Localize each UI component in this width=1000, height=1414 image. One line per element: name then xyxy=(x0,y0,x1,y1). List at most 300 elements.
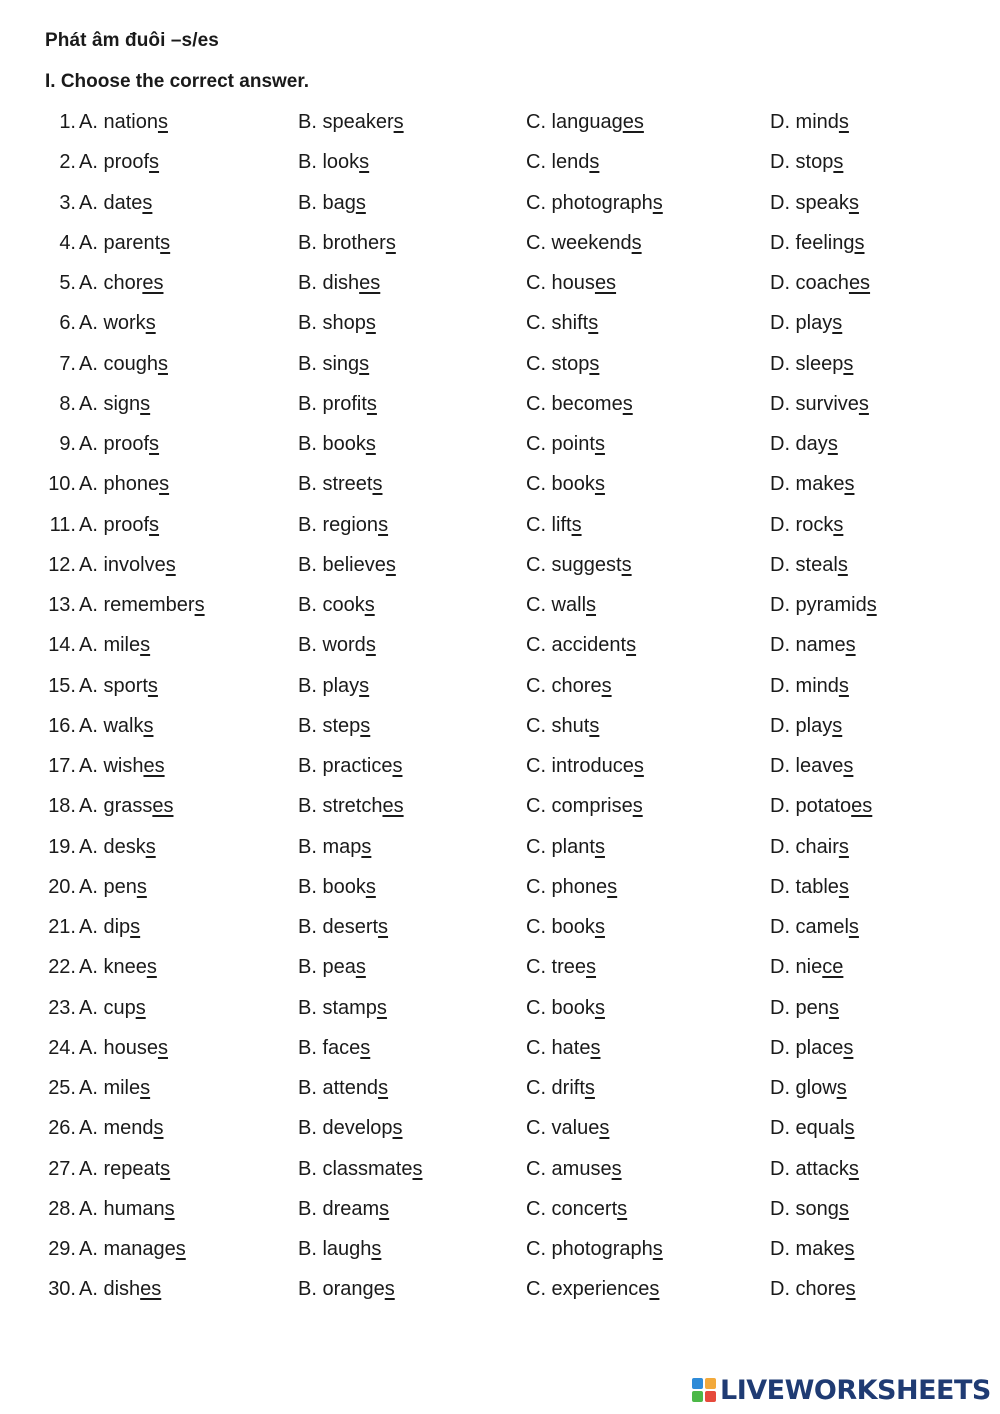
answer-option-d[interactable] xyxy=(770,353,853,376)
answer-option-b[interactable] xyxy=(298,876,376,899)
option-underlined-ending: s xyxy=(365,312,376,335)
option-underlined-ending: s xyxy=(843,1036,854,1059)
option-word-stem: D. make xyxy=(770,1238,845,1260)
option-word-stem: D. place xyxy=(770,1036,844,1059)
answer-option-d[interactable] xyxy=(770,312,842,335)
question-row xyxy=(0,103,1000,143)
option-word-stem: D. make xyxy=(770,473,845,496)
answer-option-c[interactable] xyxy=(526,1037,600,1060)
option-underlined-ending: s xyxy=(828,996,839,1019)
answer-option-a[interactable] xyxy=(79,433,159,456)
option-underlined-ending: s xyxy=(621,553,632,576)
option-word-stem: A. human xyxy=(79,1197,165,1220)
answer-option-d[interactable] xyxy=(770,1198,849,1221)
option-underlined-ending: s xyxy=(149,513,160,536)
answer-option-c[interactable] xyxy=(526,111,644,134)
option-word-stem: A. dip xyxy=(79,916,131,938)
answer-option-d[interactable] xyxy=(770,675,849,698)
answer-option-a[interactable] xyxy=(79,393,150,416)
logo-square-red xyxy=(705,1391,716,1402)
option-underlined-ending: s xyxy=(378,916,389,938)
answer-option-b[interactable] xyxy=(298,634,376,657)
answer-option-b[interactable] xyxy=(298,997,387,1020)
option-word-stem: B. bag xyxy=(298,191,356,214)
option-underlined-ending: s xyxy=(854,231,865,254)
answer-option-c[interactable] xyxy=(526,1198,627,1221)
option-underlined-ending: s xyxy=(359,352,370,375)
answer-option-d[interactable] xyxy=(770,1077,847,1100)
answer-option-b[interactable] xyxy=(298,755,402,778)
answer-option-a[interactable] xyxy=(79,715,153,738)
option-underlined-ending: s xyxy=(378,513,389,536)
option-underlined-ending: s xyxy=(622,392,633,415)
question-number: 9. xyxy=(59,433,76,455)
answer-option-a[interactable] xyxy=(79,1158,170,1181)
option-word-stem: B. pea xyxy=(298,956,356,979)
option-underlined-ending: s xyxy=(633,755,644,777)
answer-option-d[interactable] xyxy=(770,1158,859,1181)
answer-option-b[interactable] xyxy=(298,554,396,577)
option-word-stem: A. date xyxy=(79,191,143,214)
question-number: 28. xyxy=(48,1197,76,1220)
option-word-stem: B. classmate xyxy=(298,1157,413,1180)
option-word-stem: A. proof xyxy=(79,151,150,174)
question-number: 18. xyxy=(48,795,76,818)
question-number: 29. xyxy=(48,1238,76,1260)
answer-option-b[interactable] xyxy=(298,1077,388,1100)
answer-option-d[interactable] xyxy=(770,192,859,215)
option-underlined-ending: es xyxy=(622,111,644,133)
answer-option-b[interactable] xyxy=(298,393,377,416)
option-underlined-ending: es xyxy=(143,755,165,777)
option-underlined-ending: s xyxy=(393,111,404,133)
option-word-stem: D. chore xyxy=(770,1278,846,1301)
answer-option-a[interactable] xyxy=(79,1037,168,1060)
question-number: 22. xyxy=(48,956,76,979)
logo-square-orange xyxy=(705,1378,716,1389)
worksheet-title: Phát âm đuôi –s/es xyxy=(45,30,219,51)
option-word-stem: D. stop xyxy=(770,151,834,174)
option-word-stem: A. sign xyxy=(79,392,141,415)
answer-option-b[interactable] xyxy=(298,715,370,738)
option-underlined-ending: s xyxy=(360,1036,371,1059)
option-underlined-ending: s xyxy=(845,634,856,657)
option-word-stem: A. mile xyxy=(79,1077,141,1099)
question-row xyxy=(0,948,1000,988)
option-word-stem: C. photograph xyxy=(526,1238,653,1260)
answer-option-b[interactable] xyxy=(298,675,369,698)
answer-option-c[interactable] xyxy=(526,473,605,496)
option-underlined-ending: s xyxy=(594,835,605,858)
answer-option-a[interactable] xyxy=(79,232,170,255)
answer-option-b[interactable] xyxy=(298,473,382,496)
question-number: 30. xyxy=(48,1278,76,1301)
option-word-stem: D. play xyxy=(770,312,833,335)
option-underlined-ending: s xyxy=(607,875,618,898)
option-underlined-ending: s xyxy=(175,1238,186,1260)
answer-option-c[interactable] xyxy=(526,272,616,295)
answer-option-b[interactable] xyxy=(298,1158,422,1181)
liveworksheets-logo-icon xyxy=(692,1378,716,1402)
option-word-stem: C. hous xyxy=(526,272,595,294)
option-word-stem: B. practice xyxy=(298,755,393,777)
option-word-stem: C. comprise xyxy=(526,795,633,818)
option-underlined-ending: s xyxy=(365,433,376,455)
option-underlined-ending: s xyxy=(601,674,612,697)
answer-option-a[interactable] xyxy=(79,836,156,859)
option-underlined-ending: s xyxy=(149,151,160,174)
option-word-stem: D. pyramid xyxy=(770,594,867,616)
question-row xyxy=(0,667,1000,707)
option-underlined-ending: s xyxy=(142,191,153,214)
option-word-stem: D. coach xyxy=(770,272,849,294)
option-underlined-ending: s xyxy=(372,473,383,496)
answer-option-c[interactable] xyxy=(526,836,605,859)
answer-option-d[interactable] xyxy=(770,393,869,416)
option-underlined-ending: s xyxy=(589,714,600,737)
option-word-stem: B. stamp xyxy=(298,996,377,1019)
question-row xyxy=(0,184,1000,224)
option-underlined-ending: s xyxy=(157,1036,168,1059)
answer-option-d[interactable] xyxy=(770,433,838,456)
option-underlined-ending: s xyxy=(844,1117,855,1140)
option-underlined-ending: s xyxy=(843,755,854,777)
option-underlined-ending: s xyxy=(649,1278,660,1301)
option-underlined-ending: es xyxy=(152,795,174,818)
option-word-stem: A. remember xyxy=(79,594,195,616)
answer-option-b[interactable] xyxy=(298,514,388,537)
option-word-stem: A. sport xyxy=(79,674,148,697)
answer-option-d[interactable] xyxy=(770,795,872,818)
option-word-stem: A. desk xyxy=(79,835,146,858)
answer-option-c[interactable] xyxy=(526,1238,663,1261)
answer-option-a[interactable] xyxy=(79,514,159,537)
answer-option-c[interactable] xyxy=(526,997,605,1020)
option-word-stem: A. dish xyxy=(79,1278,141,1301)
answer-option-c[interactable] xyxy=(526,393,633,416)
answer-option-c[interactable] xyxy=(526,675,612,698)
answer-option-b[interactable] xyxy=(298,1278,395,1301)
answer-option-d[interactable] xyxy=(770,755,853,778)
question-number: 17. xyxy=(48,755,76,777)
option-word-stem: C. accident xyxy=(526,634,627,657)
answer-option-c[interactable] xyxy=(526,755,644,778)
option-underlined-ending: s xyxy=(586,594,597,616)
option-word-stem: D. attack xyxy=(770,1157,849,1180)
question-number: 24. xyxy=(48,1036,76,1059)
question-row xyxy=(0,989,1000,1029)
option-underlined-ending: s xyxy=(858,392,869,415)
answer-option-c[interactable] xyxy=(526,312,598,335)
option-word-stem: A. phone xyxy=(79,473,160,496)
answer-option-c[interactable] xyxy=(526,795,643,818)
answer-option-d[interactable] xyxy=(770,715,842,738)
answer-option-c[interactable] xyxy=(526,151,599,174)
option-word-stem: A. cough xyxy=(79,352,158,375)
option-word-stem: D. rock xyxy=(770,513,834,536)
question-number: 1. xyxy=(59,111,76,133)
option-underlined-ending: es xyxy=(142,272,164,294)
answer-option-a[interactable] xyxy=(79,1278,161,1301)
answer-option-c[interactable] xyxy=(526,433,605,456)
answer-option-d[interactable] xyxy=(770,997,839,1020)
answer-option-d[interactable] xyxy=(770,956,843,979)
option-word-stem: D. speak xyxy=(770,191,849,214)
answer-option-d[interactable] xyxy=(770,473,854,496)
option-word-stem: B. develop xyxy=(298,1117,393,1140)
answer-option-a[interactable] xyxy=(79,151,159,174)
option-word-stem: C. phone xyxy=(526,875,608,898)
answer-option-c[interactable] xyxy=(526,634,636,657)
option-word-stem: A. walk xyxy=(79,714,144,737)
option-underlined-ending: s xyxy=(365,634,376,657)
answer-option-c[interactable] xyxy=(526,594,596,617)
answer-option-b[interactable] xyxy=(298,1117,403,1140)
option-underlined-ending: s xyxy=(360,714,371,737)
question-number: 14. xyxy=(48,634,76,657)
answer-option-a[interactable] xyxy=(79,1117,163,1140)
question-number: 11. xyxy=(49,513,76,536)
option-underlined-ending: s xyxy=(194,594,205,616)
question-number: 25. xyxy=(48,1077,76,1099)
option-underlined-ending: s xyxy=(153,1117,164,1140)
option-word-stem: C. book xyxy=(526,996,595,1019)
option-underlined-ending: s xyxy=(594,916,605,938)
option-word-stem: B. attend xyxy=(298,1077,379,1099)
option-word-stem: A. mile xyxy=(79,634,141,657)
option-word-stem: D. steal xyxy=(770,553,838,576)
option-underlined-ending: s xyxy=(838,875,849,898)
answer-option-c[interactable] xyxy=(526,514,582,537)
option-word-stem: C. lend xyxy=(526,151,590,174)
option-underlined-ending: s xyxy=(143,714,154,737)
answer-option-b[interactable] xyxy=(298,232,396,255)
answer-option-a[interactable] xyxy=(79,1238,186,1261)
option-word-stem: C. languag xyxy=(526,111,623,133)
answer-option-b[interactable] xyxy=(298,1238,381,1261)
question-row xyxy=(0,868,1000,908)
answer-option-a[interactable] xyxy=(79,997,146,1020)
answer-option-a[interactable] xyxy=(79,272,163,295)
option-underlined-ending: s xyxy=(832,312,843,335)
answer-option-b[interactable] xyxy=(298,353,369,376)
question-row xyxy=(0,1230,1000,1270)
answer-option-d[interactable] xyxy=(770,554,848,577)
answer-option-c[interactable] xyxy=(526,956,596,979)
answer-option-a[interactable] xyxy=(79,594,205,617)
logo-square-blue xyxy=(692,1378,703,1389)
option-word-stem: A. mend xyxy=(79,1117,154,1140)
answer-option-a[interactable] xyxy=(79,1077,150,1100)
option-word-stem: B. profit xyxy=(298,392,367,415)
answer-option-d[interactable] xyxy=(770,916,859,939)
question-number: 7. xyxy=(59,352,76,375)
question-row xyxy=(0,304,1000,344)
answer-option-b[interactable] xyxy=(298,151,369,174)
answer-option-b[interactable] xyxy=(298,1198,389,1221)
option-underlined-ending: s xyxy=(844,473,855,496)
option-word-stem: B. play xyxy=(298,674,360,697)
answer-option-a[interactable] xyxy=(79,956,157,979)
answer-option-a[interactable] xyxy=(79,192,152,215)
answer-option-a[interactable] xyxy=(79,675,158,698)
option-underlined-ending: s xyxy=(365,875,376,898)
question-row xyxy=(0,1190,1000,1230)
option-underlined-ending: s xyxy=(832,714,843,737)
answer-option-b[interactable] xyxy=(298,433,376,456)
option-word-stem: A. nation xyxy=(79,111,158,133)
answer-option-d[interactable] xyxy=(770,1037,853,1060)
option-word-stem: B. dream xyxy=(298,1197,380,1220)
option-underlined-ending: s xyxy=(159,473,170,496)
question-number: 5. xyxy=(59,272,76,294)
option-word-stem: C. drift xyxy=(526,1077,585,1099)
option-word-stem: B. brother xyxy=(298,231,386,254)
answer-option-d[interactable] xyxy=(770,514,843,537)
option-underlined-ending: es xyxy=(851,795,873,818)
question-row xyxy=(0,1029,1000,1069)
question-number: 15. xyxy=(48,674,76,697)
answer-option-b[interactable] xyxy=(298,956,366,979)
answer-option-c[interactable] xyxy=(526,1077,595,1100)
option-underlined-ending: s xyxy=(140,392,151,415)
question-number: 19. xyxy=(48,835,76,858)
answer-option-a[interactable] xyxy=(79,1198,175,1221)
option-word-stem: A. parent xyxy=(79,231,161,254)
answer-option-b[interactable] xyxy=(298,836,371,859)
answer-option-a[interactable] xyxy=(79,795,173,818)
option-underlined-ending: s xyxy=(848,1157,859,1180)
option-word-stem: B. speaker xyxy=(298,111,394,133)
question-row xyxy=(0,626,1000,666)
answer-option-b[interactable] xyxy=(298,916,388,939)
answer-option-d[interactable] xyxy=(770,1278,856,1301)
question-row xyxy=(0,1150,1000,1190)
option-word-stem: C. wall xyxy=(526,594,587,616)
option-word-stem: B. orange xyxy=(298,1278,385,1301)
option-underlined-ending: s xyxy=(652,1238,663,1260)
answer-option-d[interactable] xyxy=(770,272,870,295)
option-underlined-ending: s xyxy=(588,312,599,335)
option-underlined-ending: s xyxy=(836,1077,847,1099)
option-word-stem: C. shift xyxy=(526,312,589,335)
option-word-stem: D. sleep xyxy=(770,352,844,375)
question-number: 27. xyxy=(48,1157,76,1180)
option-word-stem: D. nie xyxy=(770,956,823,979)
option-word-stem: D. name xyxy=(770,634,846,657)
option-underlined-ending: s xyxy=(130,916,141,938)
question-number: 21. xyxy=(48,916,76,938)
answer-option-d[interactable] xyxy=(770,1117,855,1140)
answer-option-a[interactable] xyxy=(79,634,150,657)
option-word-stem: D. equal xyxy=(770,1117,845,1140)
answer-option-a[interactable] xyxy=(79,554,176,577)
answer-option-b[interactable] xyxy=(298,111,404,134)
answer-option-d[interactable] xyxy=(770,594,877,617)
option-word-stem: B. laugh xyxy=(298,1238,372,1260)
option-word-stem: C. stop xyxy=(526,352,590,375)
option-word-stem: D. feeling xyxy=(770,231,855,254)
answer-option-b[interactable] xyxy=(298,1037,370,1060)
question-row xyxy=(0,747,1000,787)
option-word-stem: C. hate xyxy=(526,1036,591,1059)
answer-option-c[interactable] xyxy=(526,1117,609,1140)
option-underlined-ending: s xyxy=(135,996,146,1019)
answer-option-c[interactable] xyxy=(526,916,605,939)
option-underlined-ending: s xyxy=(145,312,156,335)
question-row xyxy=(0,264,1000,304)
answer-option-c[interactable] xyxy=(526,554,632,577)
option-word-stem: B. map xyxy=(298,835,362,858)
option-underlined-ending: s xyxy=(617,1197,628,1220)
option-word-stem: B. desert xyxy=(298,916,379,938)
option-word-stem: C. suggest xyxy=(526,553,622,576)
answer-option-a[interactable] xyxy=(79,916,140,939)
answer-option-d[interactable] xyxy=(770,1238,854,1261)
answer-option-c[interactable] xyxy=(526,1278,659,1301)
option-word-stem: C. photograph xyxy=(526,191,653,214)
answer-option-c[interactable] xyxy=(526,1158,622,1181)
answer-option-a[interactable] xyxy=(79,876,147,899)
answer-option-d[interactable] xyxy=(770,151,843,174)
answer-option-b[interactable] xyxy=(298,594,375,617)
question-number: 16. xyxy=(48,714,76,737)
question-row xyxy=(0,1109,1000,1149)
option-underlined-ending: s xyxy=(838,111,849,133)
answer-option-d[interactable] xyxy=(770,232,865,255)
answer-option-b[interactable] xyxy=(298,192,366,215)
option-underlined-ending: s xyxy=(361,835,372,858)
answer-option-c[interactable] xyxy=(526,715,599,738)
answer-option-b[interactable] xyxy=(298,795,404,818)
answer-option-d[interactable] xyxy=(770,836,849,859)
answer-option-c[interactable] xyxy=(526,353,599,376)
answer-option-a[interactable] xyxy=(79,473,169,496)
answer-option-b[interactable] xyxy=(298,312,376,335)
option-word-stem: C. book xyxy=(526,473,595,496)
answer-option-c[interactable] xyxy=(526,876,617,899)
answer-option-b[interactable] xyxy=(298,272,380,295)
option-underlined-ending: s xyxy=(837,553,848,576)
answer-option-d[interactable] xyxy=(770,111,849,134)
answer-option-c[interactable] xyxy=(526,232,642,255)
option-underlined-ending: s xyxy=(364,594,375,616)
answer-option-d[interactable] xyxy=(770,634,856,657)
option-underlined-ending: s xyxy=(844,1238,855,1260)
option-underlined-ending: s xyxy=(160,1157,171,1180)
answer-option-a[interactable] xyxy=(79,755,165,778)
answer-option-a[interactable] xyxy=(79,353,168,376)
question-number: 4. xyxy=(59,231,76,254)
option-underlined-ending: s xyxy=(136,875,147,898)
option-word-stem: C. lift xyxy=(526,513,572,536)
option-underlined-ending: s xyxy=(385,553,396,576)
question-row xyxy=(0,143,1000,183)
option-word-stem: B. book xyxy=(298,875,366,898)
option-underlined-ending: s xyxy=(140,1077,151,1099)
answer-option-c[interactable] xyxy=(526,192,663,215)
answer-option-d[interactable] xyxy=(770,876,849,899)
option-underlined-ending: s xyxy=(355,191,366,214)
option-underlined-ending: s xyxy=(589,151,600,174)
answer-option-a[interactable] xyxy=(79,312,156,335)
option-underlined-ending: s xyxy=(571,513,582,536)
answer-option-a[interactable] xyxy=(79,111,168,134)
option-underlined-ending: s xyxy=(157,111,168,133)
option-word-stem: B. believe xyxy=(298,553,386,576)
option-underlined-ending: s xyxy=(412,1157,423,1180)
question-number: 26. xyxy=(48,1117,76,1140)
